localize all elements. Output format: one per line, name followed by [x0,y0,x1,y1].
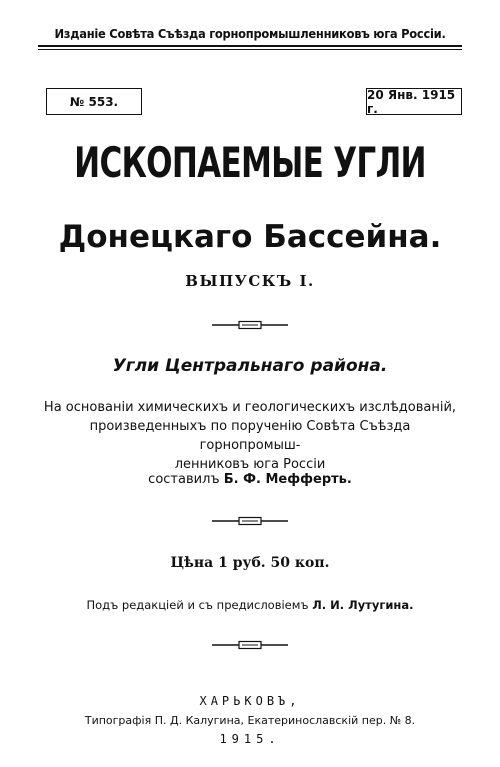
ornament-divider-1 [212,320,288,330]
description-line-3: ленниковъ юга Россіи [174,457,326,472]
imprint-year: 1915. [219,732,281,746]
date-box: 20 Янв. 1915 г. [366,88,462,115]
editor-name: Л. И. Лутугина. [312,598,414,612]
price: Цѣна 1 руб. 50 коп. [170,555,330,571]
description-line-2: произведенныхъ по порученію Совѣта Съѣзда горнопромыш- [89,419,411,453]
editor-line [0,598,500,612]
ornament-divider-2 [212,516,288,526]
editor-prefix: Подъ редакціей и съ предисловіемъ [86,598,309,612]
description-line-1: На основаніи химическихъ и геологическихъ изслѣдованій, [43,400,457,415]
imprint-city: ХАРЬКОВЪ, [199,694,301,708]
issue-label: ВЫПУСКЪ I. [185,272,315,290]
imprint-press: Типографія П. Д. Калугина, Екатеринославскій пер. № 8. [84,714,416,727]
issue-number-box: № 553. [46,88,142,115]
author-name: Б. Ф. Мефферть. [223,472,352,487]
ornament-divider-3 [212,640,288,650]
header-rule-thick [38,45,462,47]
author-line [0,472,500,487]
author-prefix: составилъ [148,472,220,487]
publisher-line: Изданіе Совѣта Съѣзда горнопромышленниковъ юга Россіи. [54,26,446,41]
description [40,398,460,474]
title-main: ИСКОПАЕМЫЕ УГЛИ [74,138,426,187]
title-sub: Донецкаго Бассейна. [58,219,442,255]
region-heading: Угли Центральнаго района. [112,356,388,376]
header-rule-thin [38,49,462,50]
